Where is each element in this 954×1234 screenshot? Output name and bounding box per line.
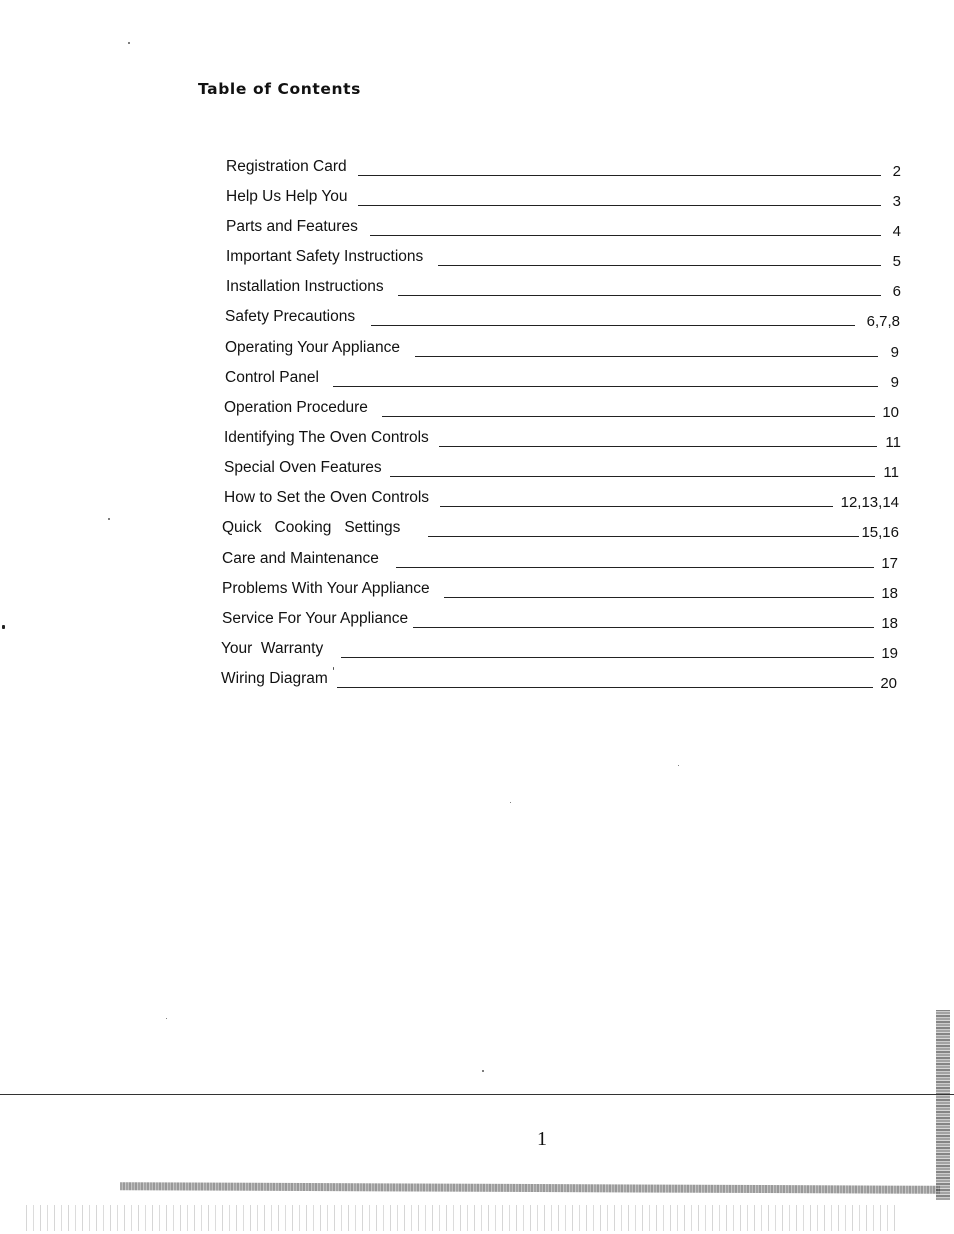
toc-entry-how-to-set-the-oven-controls[interactable]: [224, 489, 899, 513]
scan-speck: [108, 518, 110, 520]
toc-entry-problems-with-your-appliance[interactable]: [222, 580, 898, 604]
toc-entry-page: 3: [892, 193, 901, 210]
toc-entry-page: 9: [890, 344, 899, 361]
toc-entry-operation-procedure[interactable]: [224, 399, 899, 423]
toc-entry-page: 18: [881, 585, 898, 602]
dot-leader: [439, 446, 877, 447]
scan-speck: [678, 765, 679, 766]
toc-entry-registration-card[interactable]: [226, 158, 901, 182]
toc-entry-page: 11: [883, 464, 899, 481]
toc-entry-help-us-help-you[interactable]: [226, 188, 901, 212]
dot-leader: [358, 205, 881, 206]
dot-leader: [337, 687, 873, 688]
toc-entry-page: 5: [892, 253, 901, 270]
toc-entry-label: Quick Cooking Settings: [222, 519, 401, 536]
toc-entry-label: Registration Card: [226, 158, 347, 175]
dot-leader: [341, 657, 874, 658]
dot-leader: [398, 295, 881, 296]
dot-leader: [413, 627, 874, 628]
toc-entry-control-panel[interactable]: [225, 369, 899, 393]
dot-leader: [358, 175, 881, 176]
dot-leader: [415, 356, 878, 357]
toc-entry-wiring-diagram[interactable]: [221, 670, 897, 694]
toc-entry-quick-cooking-settings[interactable]: [222, 519, 899, 543]
dot-leader: [390, 476, 875, 477]
scan-speck: [166, 1018, 167, 1019]
dot-leader: [370, 235, 881, 236]
scan-artifact-rule: [120, 1182, 940, 1194]
page-number: 1: [537, 1128, 547, 1150]
toc-entry-label: How to Set the Oven Controls: [224, 489, 430, 506]
toc-entry-label: Special Oven Features: [224, 459, 382, 476]
dot-leader: [428, 536, 859, 537]
toc-entry-installation-instructions[interactable]: [226, 278, 901, 302]
toc-entry-important-safety-instructions[interactable]: [226, 248, 901, 272]
toc-entry-label: Problems With Your Appliance: [222, 580, 430, 597]
scan-speck: [2, 625, 5, 629]
toc-entry-page: 9: [890, 374, 899, 391]
dot-leader: [438, 265, 881, 266]
toc-entry-identifying-the-oven-controls[interactable]: [224, 429, 901, 453]
toc-entry-label: Important Safety Instructions: [226, 248, 424, 265]
toc-entry-page: 12,13,14: [840, 494, 899, 511]
toc-entry-page: 17: [881, 555, 898, 572]
dot-leader: [396, 567, 874, 568]
toc-entry-label: Parts and Features: [226, 218, 358, 235]
toc-entry-label: Wiring Diagram: [221, 670, 328, 687]
toc-entry-label: Identifying The Oven Controls: [224, 429, 429, 446]
toc-entry-page: 6,7,8: [866, 313, 900, 330]
scan-artifact-noise: [20, 1205, 900, 1231]
toc-title: Table of Contents: [198, 80, 361, 98]
toc-entry-label: Help Us Help You: [226, 188, 348, 205]
toc-entry-safety-precautions[interactable]: [225, 308, 900, 332]
scan-artifact-edge: [936, 1010, 950, 1200]
scan-speck: [128, 42, 130, 44]
scan-speck: [510, 802, 511, 803]
toc-entry-page: 20: [880, 675, 897, 692]
toc-entry-page: 18: [881, 615, 898, 632]
toc-entry-page: 6: [892, 283, 901, 300]
toc-entry-label: Operation Procedure: [224, 399, 368, 416]
scan-speck: [333, 667, 334, 670]
toc-entry-page: 19: [881, 645, 898, 662]
toc-entry-label: Your Warranty: [221, 640, 324, 657]
toc-entry-page: 4: [892, 223, 901, 240]
toc-entry-parts-and-features[interactable]: [226, 218, 901, 242]
toc-entry-label: Safety Precautions: [225, 308, 356, 325]
dot-leader: [371, 325, 855, 326]
footer-divider: [0, 1094, 954, 1095]
toc-entry-operating-your-appliance[interactable]: [225, 339, 899, 363]
toc-entry-your-warranty[interactable]: [221, 640, 898, 664]
scan-speck: [482, 1070, 484, 1072]
dot-leader: [333, 386, 878, 387]
dot-leader: [444, 597, 874, 598]
toc-entry-special-oven-features[interactable]: [224, 459, 899, 483]
toc-entry-page: 2: [892, 163, 901, 180]
toc-entry-page: 11: [885, 434, 901, 451]
dot-leader: [440, 506, 833, 507]
toc-entry-label: Control Panel: [225, 369, 319, 386]
toc-entry-page: 10: [882, 404, 899, 421]
toc-entry-page: 15,16: [861, 524, 899, 541]
toc-entry-label: Installation Instructions: [226, 278, 384, 295]
toc-entry-label: Care and Maintenance: [222, 550, 379, 567]
toc-entry-label: Operating Your Appliance: [225, 339, 400, 356]
dot-leader: [382, 416, 875, 417]
toc-entry-care-and-maintenance[interactable]: [222, 550, 898, 574]
toc-entry-service-for-your-appliance[interactable]: [222, 610, 898, 634]
toc-entry-label: Service For Your Appliance: [222, 610, 409, 627]
